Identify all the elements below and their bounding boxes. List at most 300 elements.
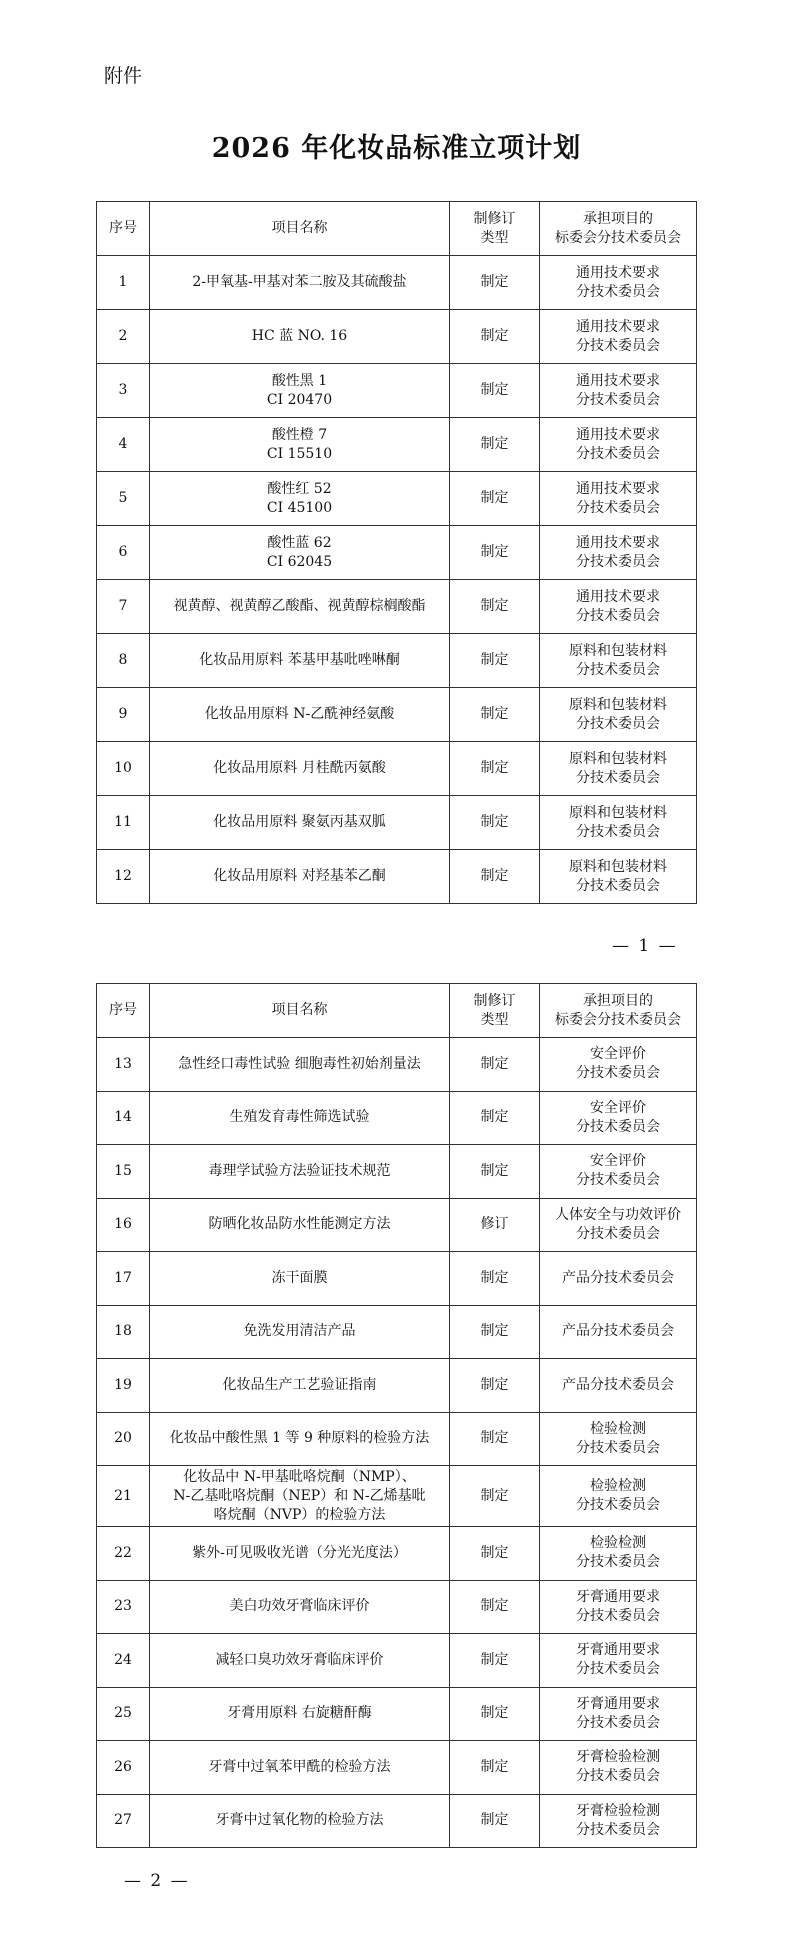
cell-project-name (150, 1145, 450, 1199)
revision-type: 制定 (480, 760, 509, 776)
table-row (97, 1091, 697, 1145)
row-number: 3 (118, 382, 128, 398)
cell-no (97, 364, 150, 418)
cell-project-name (150, 1794, 450, 1848)
cell-no (97, 1527, 150, 1581)
row-number: 10 (114, 760, 132, 776)
cell-no (97, 1305, 150, 1359)
cell-committee (540, 1359, 697, 1413)
committee-line: 产品分技术委员会 (562, 1269, 674, 1286)
cell-committee (540, 634, 697, 688)
cell-project-name (150, 850, 450, 904)
revision-type: 制定 (480, 706, 509, 722)
table-row (97, 418, 697, 472)
cell-committee (540, 1687, 697, 1741)
revision-type: 制定 (480, 598, 509, 614)
committee-line: 安全评价 (590, 1153, 646, 1170)
committee-line: 人体安全与功效评价 (555, 1206, 681, 1223)
committee-line: 牙膏通用要求 (576, 1642, 660, 1659)
header-type (450, 202, 540, 256)
cell-project-name (150, 310, 450, 364)
table-row (97, 1527, 697, 1581)
cell-committee (540, 1580, 697, 1634)
cell-type (450, 1794, 540, 1848)
revision-type: 制定 (480, 1055, 509, 1072)
committee-line: 分技术委员会 (576, 1607, 660, 1624)
cell-no (97, 472, 150, 526)
committee-line: 产品分技术委员会 (562, 1376, 674, 1393)
cell-no (97, 310, 150, 364)
table-row (97, 472, 697, 526)
cell-project-name (150, 472, 450, 526)
committee-line: 通用技术要求 (576, 480, 660, 497)
committee-line: 原料和包装材料 (569, 696, 667, 713)
project-name-line: 牙膏用原料 右旋糖酐酶 (227, 1705, 372, 1722)
project-name-line: 酸性蓝 62 (267, 534, 332, 551)
row-number: 22 (114, 1544, 132, 1561)
committee-line: 分技术委员会 (576, 283, 660, 300)
revision-type: 制定 (480, 1430, 509, 1447)
cell-type (450, 1741, 540, 1795)
cell-no (97, 1252, 150, 1306)
cell-project-name (150, 1198, 450, 1252)
cell-committee (540, 472, 697, 526)
committee-line: 分技术委员会 (576, 1768, 660, 1785)
table-row (97, 310, 697, 364)
cell-committee (540, 526, 697, 580)
committee-line: 分技术委员会 (576, 607, 660, 624)
committee-line: 检验检测 (590, 1535, 646, 1552)
cell-type (450, 1091, 540, 1145)
header-committee (540, 202, 697, 256)
cell-committee (540, 850, 697, 904)
committee-line: 安全评价 (590, 1046, 646, 1063)
table-header-row (97, 202, 697, 256)
row-number: 13 (114, 1055, 132, 1072)
committee-line: 检验检测 (590, 1420, 646, 1437)
committee-line: 分技术委员会 (576, 1065, 660, 1082)
row-number: 6 (118, 544, 128, 560)
project-name-line: CI 20470 (266, 391, 333, 408)
table-header-row (97, 984, 697, 1038)
revision-type: 制定 (480, 1109, 509, 1126)
cell-project-name (150, 796, 450, 850)
cell-committee (540, 1527, 697, 1581)
row-number: 17 (114, 1269, 132, 1286)
table-row (97, 526, 697, 580)
revision-type: 制定 (480, 868, 509, 884)
cell-type (450, 1687, 540, 1741)
cell-no (97, 1145, 150, 1199)
committee-line: 分技术委员会 (576, 769, 660, 786)
cell-project-name (150, 1687, 450, 1741)
cell-project-name (150, 418, 450, 472)
revision-type: 制定 (480, 1376, 509, 1393)
cell-committee (540, 688, 697, 742)
row-number: 2 (118, 328, 128, 344)
revision-type: 制定 (480, 1598, 509, 1615)
cell-committee (540, 580, 697, 634)
table-row (97, 1305, 697, 1359)
committee-line: 分技术委员会 (576, 337, 660, 354)
cell-committee (540, 1794, 697, 1848)
project-name-line: 急性经口毒性试验 细胞毒性初始剂量法 (178, 1055, 421, 1072)
row-number: 25 (114, 1705, 132, 1722)
cell-no (97, 1412, 150, 1466)
revision-type: 制定 (480, 1323, 509, 1340)
cell-type (450, 256, 540, 310)
table-row (97, 256, 697, 310)
committee-line: 分技术委员会 (576, 1172, 660, 1189)
header-no (97, 202, 150, 256)
cell-no (97, 580, 150, 634)
row-number: 21 (114, 1487, 132, 1504)
attachment-label: 附件 (104, 65, 143, 87)
cell-project-name (150, 742, 450, 796)
revision-type: 制定 (480, 1758, 509, 1775)
revision-type: 制定 (480, 490, 509, 506)
project-name-line: CI 15510 (266, 445, 333, 462)
header-no (97, 984, 150, 1038)
project-name-line: CI 45100 (266, 499, 333, 516)
committee-line: 分技术委员会 (576, 1554, 660, 1571)
cell-no (97, 1091, 150, 1145)
table-row (97, 364, 697, 418)
committee-line: 原料和包装材料 (569, 858, 667, 875)
committee-line: 分技术委员会 (576, 1661, 660, 1678)
project-name-line: 化妆品用原料 聚氨丙基双胍 (213, 814, 386, 830)
row-number: 11 (114, 814, 132, 830)
cell-type (450, 472, 540, 526)
document-title: 2026 年化妆品标准立项计划 (211, 133, 582, 164)
table-row (97, 1038, 697, 1092)
cell-project-name (150, 634, 450, 688)
cell-committee (540, 364, 697, 418)
table-row (97, 1794, 697, 1848)
row-number: 12 (114, 868, 132, 884)
cell-type (450, 364, 540, 418)
project-name-line: 紫外-可见吸收光谱（分光光度法） (192, 1544, 407, 1561)
header-type-line1: 制修订 (473, 210, 516, 227)
table-row (97, 1741, 697, 1795)
cell-committee (540, 418, 697, 472)
row-number: 26 (114, 1758, 132, 1775)
project-name-line: 2-甲氧基-甲基对苯二胺及其硫酸盐 (192, 274, 407, 290)
cell-type (450, 418, 540, 472)
cell-type (450, 1252, 540, 1306)
table-row (97, 1145, 697, 1199)
cell-type (450, 1412, 540, 1466)
project-name-line: 免洗发用清洁产品 (243, 1323, 356, 1340)
header-committee-line1: 承担项目的 (583, 992, 653, 1009)
table-row (97, 1466, 697, 1527)
cell-type (450, 1038, 540, 1092)
row-number: 14 (114, 1109, 132, 1126)
committee-line: 分技术委员会 (576, 877, 660, 894)
cell-committee (540, 1634, 697, 1688)
committee-line: 牙膏检验检测 (576, 1749, 660, 1766)
committee-line: 分技术委员会 (576, 553, 660, 570)
committee-line: 通用技术要求 (576, 318, 660, 335)
revision-type: 制定 (480, 328, 509, 344)
header-name (150, 984, 450, 1038)
row-number: 4 (118, 436, 128, 452)
revision-type: 制定 (480, 1651, 509, 1668)
cell-no (97, 742, 150, 796)
committee-line: 检验检测 (590, 1478, 646, 1494)
header-type-line2: 类型 (480, 1011, 509, 1028)
revision-type: 修订 (480, 1216, 509, 1233)
cell-no (97, 634, 150, 688)
cell-no (97, 850, 150, 904)
project-name-line: 酸性黑 1 (271, 372, 328, 389)
cell-project-name (150, 256, 450, 310)
page-number-1: — 1 — (612, 936, 678, 956)
cell-no (97, 418, 150, 472)
committee-line: 分技术委员会 (576, 715, 660, 732)
row-number: 20 (114, 1430, 132, 1447)
committee-line: 分技术委员会 (576, 1714, 660, 1731)
cell-type (450, 310, 540, 364)
cell-project-name (150, 1359, 450, 1413)
table-row (97, 688, 697, 742)
project-name-line: 酸性红 52 (267, 480, 332, 497)
header-committee-line2: 标委会分技术委员会 (555, 229, 681, 246)
cell-no (97, 256, 150, 310)
project-name-line: HC 蓝 NO. 16 (251, 328, 348, 344)
table-row (97, 1359, 697, 1413)
table-body-page-2 (97, 1038, 697, 1848)
table-row (97, 1634, 697, 1688)
header-name-text: 项目名称 (271, 1002, 328, 1018)
committee-line: 安全评价 (590, 1099, 646, 1116)
row-number: 9 (118, 706, 128, 722)
plan-table-page-2 (96, 983, 697, 1848)
committee-line: 分技术委员会 (576, 499, 660, 516)
cell-type (450, 1466, 540, 1527)
cell-committee (540, 1038, 697, 1092)
cell-type (450, 1359, 540, 1413)
header-no-text: 序号 (109, 1002, 137, 1018)
committee-line: 分技术委员会 (576, 1225, 660, 1242)
cell-project-name (150, 1580, 450, 1634)
cell-type (450, 1580, 540, 1634)
revision-type: 制定 (480, 814, 509, 830)
cell-committee (540, 1198, 697, 1252)
cell-committee (540, 1252, 697, 1306)
cell-no (97, 1634, 150, 1688)
table-row (97, 1198, 697, 1252)
cell-committee (540, 1741, 697, 1795)
project-name-line: 化妆品用原料 对羟基苯乙酮 (213, 868, 386, 884)
project-name-line: 毒理学试验方法验证技术规范 (208, 1162, 391, 1179)
cell-committee (540, 742, 697, 796)
header-committee-line2: 标委会分技术委员会 (555, 1011, 681, 1028)
table-row (97, 634, 697, 688)
cell-type (450, 526, 540, 580)
project-name-line: N-乙基吡咯烷酮（NEP）和 N-乙烯基吡 (173, 1487, 426, 1504)
cell-no (97, 688, 150, 742)
cell-no (97, 1580, 150, 1634)
plan-table-page-1 (96, 201, 697, 904)
revision-type: 制定 (480, 1487, 509, 1504)
cell-no (97, 1198, 150, 1252)
table-row (97, 1687, 697, 1741)
cell-project-name (150, 1741, 450, 1795)
row-number: 1 (118, 274, 128, 290)
committee-line: 分技术委员会 (576, 391, 660, 408)
row-number: 7 (118, 598, 128, 614)
revision-type: 制定 (480, 274, 509, 290)
cell-committee (540, 1145, 697, 1199)
cell-no (97, 1687, 150, 1741)
table-row (97, 580, 697, 634)
table-row (97, 850, 697, 904)
committee-line: 牙膏检验检测 (576, 1802, 660, 1819)
project-name-line: 化妆品中 N-甲基吡咯烷酮（NMP）、 (183, 1468, 416, 1485)
cell-type (450, 634, 540, 688)
cell-project-name (150, 1252, 450, 1306)
committee-line: 通用技术要求 (576, 534, 660, 551)
project-name-line: 牙膏中过氧化物的检验方法 (215, 1812, 384, 1829)
cell-committee (540, 256, 697, 310)
cell-project-name (150, 1038, 450, 1092)
header-type-line2: 类型 (480, 229, 509, 246)
project-name-line: 咯烷酮（NVP）的检验方法 (213, 1506, 386, 1523)
cell-project-name (150, 580, 450, 634)
project-name-line: 化妆品中酸性黑 1 等 9 种原料的检验方法 (169, 1430, 430, 1447)
cell-project-name (150, 1466, 450, 1527)
cell-committee (540, 1466, 697, 1527)
cell-type (450, 1634, 540, 1688)
row-number: 24 (114, 1651, 132, 1668)
cell-project-name (150, 1305, 450, 1359)
cell-type (450, 850, 540, 904)
project-name-line: 生殖发育毒性筛选试验 (229, 1109, 370, 1126)
cell-type (450, 1145, 540, 1199)
project-name-line: 化妆品用原料 苯基甲基吡唑啉酮 (199, 652, 400, 668)
row-number: 5 (118, 490, 128, 506)
project-name-line: 牙膏中过氧苯甲酰的检验方法 (208, 1758, 391, 1775)
header-committee (540, 984, 697, 1038)
committee-line: 分技术委员会 (576, 823, 660, 840)
cell-no (97, 1038, 150, 1092)
row-number: 16 (114, 1216, 132, 1233)
table-row (97, 742, 697, 796)
cell-committee (540, 1412, 697, 1466)
cell-project-name (150, 1091, 450, 1145)
project-name-line: 防晒化妆品防水性能测定方法 (208, 1216, 391, 1233)
header-name (150, 202, 450, 256)
project-name-line: 化妆品用原料 N-乙酰神经氨酸 (204, 706, 395, 722)
table-row (97, 1580, 697, 1634)
project-name-line: 美白功效牙膏临床评价 (229, 1598, 370, 1615)
committee-line: 牙膏通用要求 (576, 1695, 660, 1712)
committee-line: 分技术委员会 (576, 1821, 660, 1838)
cell-type (450, 1198, 540, 1252)
committee-line: 分技术委员会 (576, 445, 660, 462)
revision-type: 制定 (480, 1544, 509, 1561)
cell-project-name (150, 526, 450, 580)
committee-line: 分技术委员会 (576, 1118, 660, 1135)
committee-line: 牙膏通用要求 (576, 1588, 660, 1605)
cell-project-name (150, 1527, 450, 1581)
row-number: 15 (114, 1162, 132, 1179)
row-number: 19 (114, 1376, 132, 1393)
row-number: 18 (114, 1323, 132, 1340)
revision-type: 制定 (480, 382, 509, 398)
committee-line: 产品分技术委员会 (562, 1323, 674, 1340)
committee-line: 分技术委员会 (576, 661, 660, 678)
committee-line: 原料和包装材料 (569, 750, 667, 767)
revision-type: 制定 (480, 436, 509, 452)
committee-line: 通用技术要求 (576, 426, 660, 443)
project-name-line: CI 62045 (266, 553, 333, 570)
cell-committee (540, 796, 697, 850)
project-name-line: 视黄醇、视黄醇乙酸酯、视黄醇棕榈酸酯 (173, 598, 426, 614)
cell-type (450, 688, 540, 742)
committee-line: 原料和包装材料 (569, 642, 667, 659)
revision-type: 制定 (480, 1162, 509, 1179)
row-number: 8 (118, 652, 128, 668)
row-number: 23 (114, 1598, 132, 1615)
cell-no (97, 796, 150, 850)
project-name-line: 酸性橙 7 (271, 426, 328, 443)
revision-type: 制定 (480, 652, 509, 668)
cell-committee (540, 1091, 697, 1145)
committee-line: 通用技术要求 (576, 588, 660, 605)
header-type-line1: 制修订 (473, 992, 516, 1009)
cell-project-name (150, 364, 450, 418)
cell-type (450, 742, 540, 796)
table-body-page-1 (97, 256, 697, 904)
cell-no (97, 1794, 150, 1848)
cell-type (450, 580, 540, 634)
cell-no (97, 1466, 150, 1527)
cell-project-name (150, 688, 450, 742)
revision-type: 制定 (480, 1269, 509, 1286)
row-number: 27 (114, 1812, 132, 1829)
committee-line: 通用技术要求 (576, 372, 660, 389)
cell-project-name (150, 1412, 450, 1466)
header-type (450, 984, 540, 1038)
header-name-text: 项目名称 (271, 220, 328, 236)
committee-line: 分技术委员会 (576, 1497, 660, 1513)
cell-committee (540, 310, 697, 364)
table-row (97, 1252, 697, 1306)
cell-type (450, 796, 540, 850)
cell-project-name (150, 1634, 450, 1688)
project-name-line: 化妆品生产工艺验证指南 (222, 1376, 377, 1393)
revision-type: 制定 (480, 544, 509, 560)
cell-no (97, 1359, 150, 1413)
table-row (97, 796, 697, 850)
page-number-2: — 2 — (124, 1871, 190, 1891)
cell-no (97, 1741, 150, 1795)
header-committee-line1: 承担项目的 (583, 210, 653, 227)
header-no-text: 序号 (109, 220, 137, 236)
revision-type: 制定 (480, 1705, 509, 1722)
project-name-line: 冻干面膜 (271, 1269, 328, 1286)
cell-type (450, 1527, 540, 1581)
project-name-line: 化妆品用原料 月桂酰丙氨酸 (213, 760, 386, 776)
cell-no (97, 526, 150, 580)
committee-line: 原料和包装材料 (569, 804, 667, 821)
committee-line: 分技术委员会 (576, 1439, 660, 1456)
cell-type (450, 1305, 540, 1359)
project-name-line: 减轻口臭功效牙膏临床评价 (215, 1651, 384, 1668)
table-row (97, 1412, 697, 1466)
